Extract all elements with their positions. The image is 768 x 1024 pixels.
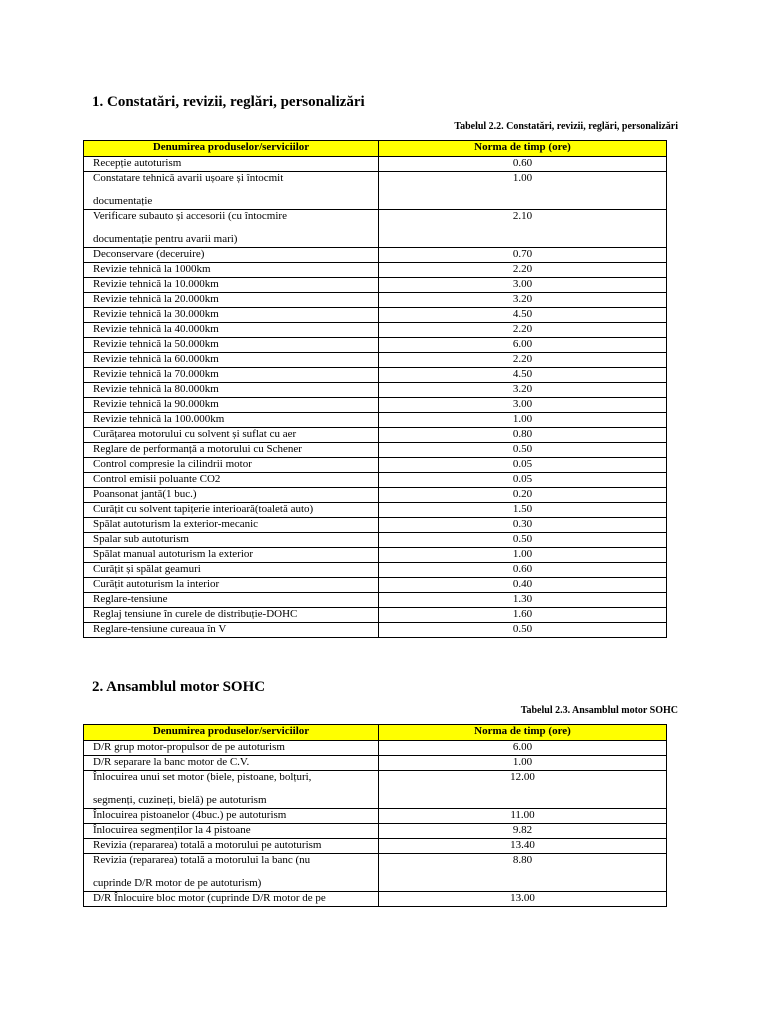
table-row	[84, 473, 667, 488]
time-norm-cell: 1.60	[379, 608, 667, 623]
table-row	[84, 323, 667, 338]
service-name: Control emisii poluante CO2	[93, 473, 221, 485]
table-row	[84, 518, 667, 533]
table-row	[84, 839, 667, 854]
header-service: Denumirea produselor/serviciilor	[84, 725, 379, 741]
table-row	[84, 157, 667, 172]
service-name: Reglare de performanță a motorului cu Schener	[93, 443, 302, 455]
section-heading-1: 1. Constatări, revizii, reglări, personalizări	[92, 94, 365, 110]
service-name-cell	[84, 809, 379, 824]
time-norm-cell: 13.00	[379, 892, 667, 907]
table-header-row	[84, 141, 667, 157]
service-name-continued: documentație	[93, 195, 153, 207]
service-name-cell	[84, 248, 379, 263]
service-name-cell	[84, 578, 379, 593]
service-name-cell	[84, 488, 379, 503]
service-name: Revizie tehnică la 10.000km	[93, 278, 219, 290]
time-norm-cell: 13.40	[379, 839, 667, 854]
time-norm-cell: 1.00	[379, 413, 667, 428]
service-name: Curățarea motorului cu solvent și suflat cu aer	[93, 428, 297, 440]
table-row	[84, 413, 667, 428]
service-name-cell	[84, 854, 379, 892]
table-row	[84, 809, 667, 824]
service-name: Constatare tehnică avarii ușoare și întocmit	[93, 172, 284, 184]
service-name-cell	[84, 623, 379, 638]
service-name: D/R grup motor-propulsor de pe autoturism	[93, 741, 285, 753]
service-name-cell	[84, 741, 379, 756]
service-name-continued: documentație pentru avarii mari)	[93, 233, 238, 245]
service-name: Revizia (repararea) totală a motorului la banc (nu	[93, 854, 311, 866]
service-name: Înlocuirea pistoanelor (4buc.) pe autoturism	[93, 809, 287, 821]
time-norm-cell: 1.00	[379, 756, 667, 771]
time-norm-cell: 6.00	[379, 338, 667, 353]
service-name-cell	[84, 563, 379, 578]
service-name-cell	[84, 458, 379, 473]
service-name: Revizie tehnică la 90.000km	[93, 398, 219, 410]
table-row	[84, 533, 667, 548]
service-name-cell	[84, 308, 379, 323]
service-name-cell	[84, 263, 379, 278]
service-name: Revizie tehnică la 70.000km	[93, 368, 219, 380]
service-name-cell	[84, 824, 379, 839]
table-row	[84, 308, 667, 323]
table-row	[84, 548, 667, 563]
table-row	[84, 338, 667, 353]
table-row	[84, 458, 667, 473]
service-name-continued: cuprinde D/R motor de pe autoturism)	[93, 877, 262, 889]
service-name: Reglare-tensiune	[93, 593, 168, 605]
time-norm-cell: 3.00	[379, 278, 667, 293]
table-motor-sohc	[83, 724, 667, 907]
service-name: Revizia (repararea) totală a motorului pe autoturism	[93, 839, 322, 851]
service-name-cell	[84, 338, 379, 353]
service-name-cell	[84, 293, 379, 308]
table-row	[84, 563, 667, 578]
service-name-cell	[84, 323, 379, 338]
table-row	[84, 443, 667, 458]
service-name: Înlocuirea unui set motor (biele, pistoane, bolțuri,	[93, 771, 312, 783]
time-norm-cell: 0.05	[379, 458, 667, 473]
service-name: Revizie tehnică la 40.000km	[93, 323, 219, 335]
time-norm-cell: 12.00	[379, 771, 667, 809]
table-row	[84, 771, 667, 809]
service-name-cell	[84, 892, 379, 907]
table-row	[84, 353, 667, 368]
header-time: Norma de timp (ore)	[379, 141, 667, 157]
time-norm-cell: 0.50	[379, 443, 667, 458]
service-name-cell	[84, 771, 379, 809]
time-norm-cell: 1.50	[379, 503, 667, 518]
table-row	[84, 741, 667, 756]
time-norm-cell: 2.20	[379, 353, 667, 368]
table-caption-1: Tabelul 2.2. Constatări, revizii, reglări, personalizări	[454, 121, 678, 132]
table-row	[84, 248, 667, 263]
service-name-cell	[84, 608, 379, 623]
table-row	[84, 854, 667, 892]
service-name-cell	[84, 368, 379, 383]
service-name: Recepție autoturism	[93, 157, 182, 169]
service-name: Reglare-tensiune cureaua în V	[93, 623, 227, 635]
table-row	[84, 892, 667, 907]
service-name-cell	[84, 353, 379, 368]
service-name: Poansonat jantă(1 buc.)	[93, 488, 197, 500]
time-norm-cell: 0.50	[379, 533, 667, 548]
service-name-cell	[84, 443, 379, 458]
table-constatari	[83, 140, 667, 638]
table-row	[84, 210, 667, 248]
time-norm-cell: 0.20	[379, 488, 667, 503]
table-row	[84, 263, 667, 278]
service-name-cell	[84, 839, 379, 854]
service-name-cell	[84, 210, 379, 248]
service-name: Spălat manual autoturism la exterior	[93, 548, 254, 560]
table-row	[84, 756, 667, 771]
table-row	[84, 398, 667, 413]
service-name-cell	[84, 756, 379, 771]
time-norm-cell: 4.50	[379, 308, 667, 323]
table-row	[84, 824, 667, 839]
table-row	[84, 623, 667, 638]
service-name: Revizie tehnică la 1000km	[93, 263, 211, 275]
service-name: Revizie tehnică la 100.000km	[93, 413, 225, 425]
time-norm-cell: 0.30	[379, 518, 667, 533]
table-row	[84, 172, 667, 210]
time-norm-cell: 1.30	[379, 593, 667, 608]
service-name-cell	[84, 172, 379, 210]
table-row	[84, 503, 667, 518]
time-norm-cell: 11.00	[379, 809, 667, 824]
service-name: Înlocuirea segmenților la 4 pistoane	[93, 824, 251, 836]
header-service: Denumirea produselor/serviciilor	[84, 141, 379, 157]
table-body-1	[84, 157, 667, 638]
service-name-cell	[84, 278, 379, 293]
service-name: Curățit autoturism la interior	[93, 578, 220, 590]
service-name: D/R Înlocuire bloc motor (cuprinde D/R motor de pe	[93, 892, 326, 904]
service-name: Reglaj tensiune în curele de distribuție-DOHC	[93, 608, 298, 620]
time-norm-cell: 0.80	[379, 428, 667, 443]
service-name: Deconservare (deceruire)	[93, 248, 205, 260]
service-name-cell	[84, 473, 379, 488]
service-name: Verificare subauto și accesorii (cu întocmire	[93, 210, 287, 222]
time-norm-cell: 0.05	[379, 473, 667, 488]
service-name: Control compresie la cilindrii motor	[93, 458, 252, 470]
table-header-row	[84, 725, 667, 741]
time-norm-cell: 0.50	[379, 623, 667, 638]
time-norm-cell: 1.00	[379, 172, 667, 210]
time-norm-cell: 0.60	[379, 157, 667, 172]
service-name-cell	[84, 398, 379, 413]
table-row	[84, 383, 667, 398]
service-name: Revizie tehnică la 80.000km	[93, 383, 219, 395]
service-name-cell	[84, 593, 379, 608]
time-norm-cell: 0.40	[379, 578, 667, 593]
table-row	[84, 428, 667, 443]
time-norm-cell: 2.20	[379, 323, 667, 338]
time-norm-cell: 2.10	[379, 210, 667, 248]
table-row	[84, 278, 667, 293]
table-row	[84, 488, 667, 503]
service-name-cell	[84, 428, 379, 443]
time-norm-cell: 0.60	[379, 563, 667, 578]
service-name-cell	[84, 548, 379, 563]
service-name: Revizie tehnică la 60.000km	[93, 353, 219, 365]
table-row	[84, 293, 667, 308]
service-name: Curățit cu solvent tapițerie interioară(toaletă auto)	[93, 503, 314, 515]
table-row	[84, 578, 667, 593]
service-name: Revizie tehnică la 50.000km	[93, 338, 219, 350]
time-norm-cell: 9.82	[379, 824, 667, 839]
time-norm-cell: 3.20	[379, 383, 667, 398]
service-name-cell	[84, 157, 379, 172]
table-body-2	[84, 741, 667, 907]
service-name: Revizie tehnică la 20.000km	[93, 293, 219, 305]
service-name-cell	[84, 518, 379, 533]
time-norm-cell: 6.00	[379, 741, 667, 756]
time-norm-cell: 0.70	[379, 248, 667, 263]
service-name: D/R separare la banc motor de C.V.	[93, 756, 250, 768]
time-norm-cell: 3.00	[379, 398, 667, 413]
service-name-cell	[84, 533, 379, 548]
service-name: Spălat autoturism la exterior-mecanic	[93, 518, 259, 530]
section-heading-2: 2. Ansamblul motor SOHC	[92, 679, 266, 695]
service-name-cell	[84, 413, 379, 428]
time-norm-cell: 1.00	[379, 548, 667, 563]
service-name-cell	[84, 383, 379, 398]
time-norm-cell: 8.80	[379, 854, 667, 892]
table-row	[84, 608, 667, 623]
time-norm-cell: 3.20	[379, 293, 667, 308]
service-name: Revizie tehnică la 30.000km	[93, 308, 219, 320]
service-name-continued: segmenți, cuzineți, bielă) pe autoturism	[93, 794, 267, 806]
time-norm-cell: 4.50	[379, 368, 667, 383]
time-norm-cell: 2.20	[379, 263, 667, 278]
service-name-cell	[84, 503, 379, 518]
service-name: Curățit și spălat geamuri	[93, 563, 201, 575]
header-time: Norma de timp (ore)	[379, 725, 667, 741]
table-row	[84, 593, 667, 608]
table-row	[84, 368, 667, 383]
table-caption-2: Tabelul 2.3. Ansamblul motor SOHC	[520, 705, 678, 716]
service-name: Spalar sub autoturism	[93, 533, 189, 545]
